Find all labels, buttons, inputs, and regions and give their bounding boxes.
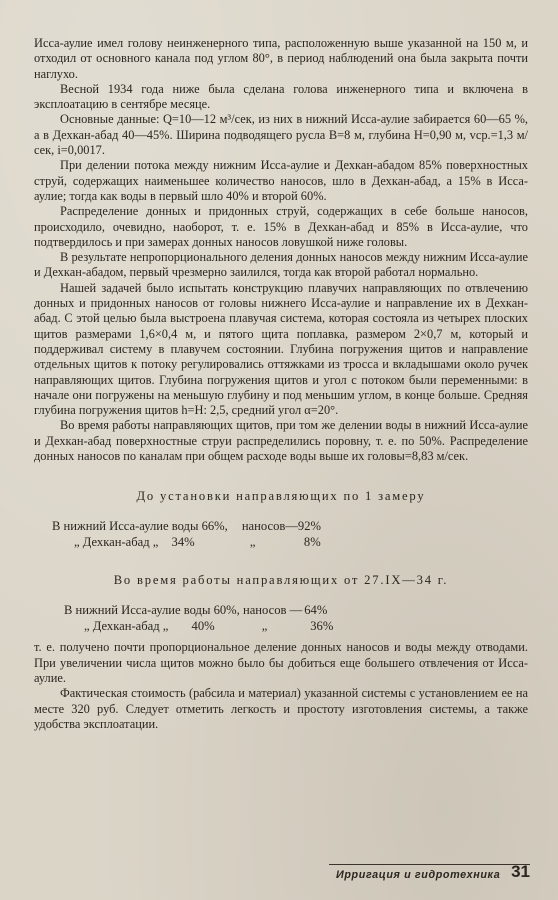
sediment-value: 64%: [304, 603, 328, 618]
row-label: [52, 534, 228, 550]
footer-rule: [329, 864, 530, 865]
page-number: 31: [511, 862, 530, 881]
paragraph-6: В результате непропорционального деления донных наносов между нижним Исса-аулие и Дехкан-абадом, первый чрезмерно заилился, тогда как второй работал нормально.: [34, 250, 528, 280]
paragraph-8: Во время работы направляющих щитов, при том же делении воды в нижний Исса-аулие и Дехкан-абад поверхностные струи распределились поровну, т. е. по 50%. Распределение донных наносов по каналам при общем расходе воды выше их головы=8,83 м/сек.: [34, 418, 528, 464]
row-label: В нижний Исса-аулие воды 66%,: [52, 519, 228, 534]
ditto-mark: „: [261, 619, 268, 634]
table-row: [64, 618, 333, 634]
closing-paragraph-1: т. е. получено почти пропорциональное деление донных наносов и воды между отводами. При увеличении числа щитов можно было бы добиться еще большего отвлечения от Исса-аулие.: [34, 640, 528, 685]
section-heading-before: До установки направляющих по 1 замеру: [136, 489, 426, 504]
sediment-value: 36%: [310, 619, 334, 634]
table-row: [64, 602, 333, 618]
sediment-value: 92%: [297, 519, 322, 534]
row-label-text: „ Дехкан-абад „: [84, 619, 169, 634]
table-during: [64, 602, 333, 634]
page-footer: [34, 864, 530, 886]
row-label-text: „ Дехкан-абад „: [74, 535, 159, 550]
paragraph-1: Исса-аулие имел голову неинженерного типа, расположенную выше указанной на 150 м, и отходил от основного канала под углом 80°, в период наблюдений она была закрыта почти наглухо.: [34, 36, 528, 81]
table-row: [52, 534, 321, 550]
paragraph-3: Основные данные: Q=10—12 м³/сек, из них в нижний Исса-аулие забирается 60—65 %, а в Дехкан-абад 40—45%. Ширина подводящего русла B=8 м, глубина H=0,90 м, vср.=1,3 м/сек, i=0,0017.: [34, 112, 528, 158]
row-label: В нижний Исса-аулие воды 60%, наносов —: [64, 603, 303, 618]
water-value: 40%: [191, 619, 215, 634]
closing-paragraph-2: Фактическая стоимость (рабсила и материал) указанной системы с установлением ее на месте 320 руб. Следует отметить легкость и простоту изготовления системы, а также удобства эксплоатации.: [34, 686, 528, 731]
sediment-label: наносов—: [241, 519, 298, 534]
sediment-value: 8%: [303, 535, 321, 550]
water-value: 34%: [171, 535, 195, 550]
paragraph-4: При делении потока между нижним Исса-аулие и Дехкан-абадом 85% поверхностных струй, содержащих наименьшее количество наносов, шло в Дехкан-абад, а 15% в Исса-аулие; тогда как воды в первый шло 40% и второй 60%.: [34, 158, 528, 203]
paragraph-2: Весной 1934 года ниже была сделана голова инженерного типа и включена в эксплоатацию в сентябре месяце.: [34, 81, 528, 112]
table-row: [52, 518, 321, 534]
table-before: [52, 518, 321, 550]
row-label: [64, 618, 302, 634]
paragraph-7: Нашей задачей было испытать конструкцию плавучих направляющих по отвлечению донных и придонных наносов от головы нижнего Исса-аулие и направление их в Дехкан-абад. С этой целью была выстроена плавучая система, которая состояла из четырех плоских щитов размерами 1,6×0,4 м, и пятого щита поплавка, размером 2×0,7 м, который и поддерживал систему в плавучем состоянии. Глубина погружения щитов и направление отдельных щитов к потоку регулировались оттяжками из тросса и вкладышами около ручек направляющих щитов. Глубина погружения щитов и угол с потоком были переменными: в начале они погружены на меньшую глубину и под меньшим углом, в конце больше. Средняя глубина погружения щитов h=H: 2,5, средний угол α=20°.: [34, 280, 528, 418]
journal-title: Ирригация и гидротехника: [336, 869, 501, 881]
section-heading-during: Во время работы направляющих от 27.IX—34 г.: [113, 573, 449, 588]
paragraph-5: Распределение донных и придонных струй, содержащих в себе больше наносов, происходило, очевидно, наоборот, т. е. 15% в Дехкан-абад и 85% в Исса-аулие, что подтвердилось и при замерах донных наносов ловушкой ниже головы.: [34, 204, 528, 249]
ditto-mark: „: [249, 535, 256, 550]
